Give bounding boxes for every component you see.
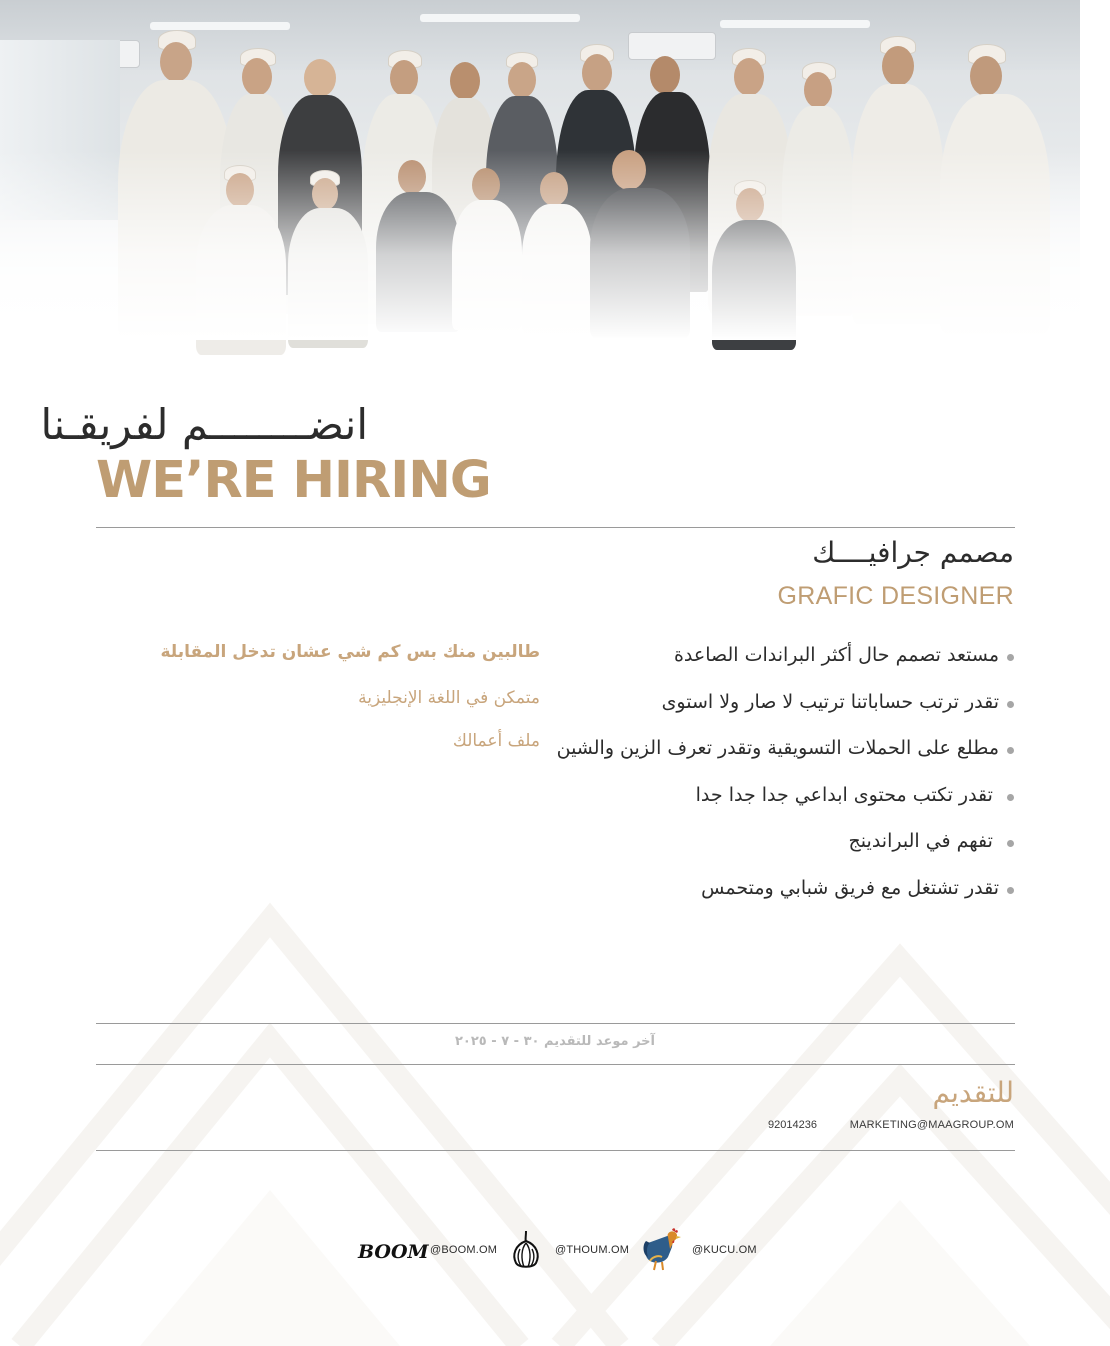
bullet-icon <box>1007 701 1014 708</box>
brand-handles <box>0 1227 1080 1275</box>
list-item: تفهم في البراندينج <box>534 827 1014 874</box>
requirement-item: متمكن في اللغة الإنجليزية <box>358 688 540 708</box>
garlic-logo-icon <box>509 1229 543 1271</box>
ceiling-light <box>420 14 580 22</box>
list-item: تقدر ترتب حساباتنا ترتيب لا صار ولا استوى <box>534 688 1014 735</box>
contact-phone[interactable]: 92014236 <box>768 1119 817 1131</box>
team-photo <box>0 0 1080 340</box>
air-conditioner <box>628 32 716 60</box>
boom-handle[interactable]: @BOOM.OM <box>430 1244 498 1256</box>
join-team-heading: انضــــــــم لفريقـنا <box>40 400 368 449</box>
divider <box>96 527 1015 528</box>
list-item: مطلع على الحملات التسويقية وتقدر تعرف الزين والشين <box>534 734 1014 781</box>
apply-heading: للتقديم <box>932 1076 1014 1109</box>
requirements <box>160 641 540 773</box>
divider <box>96 1150 1015 1151</box>
hiring-heading: WE’RE HIRING <box>96 451 491 510</box>
divider <box>96 1064 1015 1065</box>
qualities-list <box>534 641 1014 921</box>
photo-fade <box>0 150 1080 340</box>
bullet-icon <box>1007 794 1014 801</box>
bullet-icon <box>1007 654 1014 661</box>
list-item: تقدر تكتب محتوى ابداعي جدا جدا جدا <box>534 781 1014 828</box>
requirements-title: طالبين منك بس كم شي عشان تدخل المقابلة <box>160 642 540 662</box>
kucu-handle[interactable]: @KUCU.OM <box>692 1244 757 1256</box>
ceiling-light <box>150 22 290 30</box>
divider <box>96 1023 1015 1024</box>
boom-logo-icon <box>356 1237 429 1265</box>
bullet-icon <box>1007 840 1014 847</box>
thoum-handle[interactable]: @THOUM.OM <box>555 1244 630 1256</box>
role-title-en: GRAFIC DESIGNER <box>777 582 1014 610</box>
list-item: تقدر تشتغل مع فريق شبابي ومتحمس <box>534 874 1014 921</box>
bullet-icon <box>1007 747 1014 754</box>
deadline-text: آخر موعد للتقديم ٣٠ - ٧ - ٢٠٢٥ <box>455 1034 655 1049</box>
rooster-logo-icon <box>642 1227 684 1273</box>
contact-email[interactable]: MARKETING@MAAGROUP.OM <box>849 1119 1014 1131</box>
ceiling-light <box>720 20 870 28</box>
bullet-icon <box>1007 887 1014 894</box>
role-title-ar: مصمم جرافيــــك <box>812 536 1014 569</box>
svg-text:BOOM: BOOM <box>358 1241 429 1263</box>
list-item: مستعد تصمم حال أكثر البراندات الصاعدة <box>534 641 1014 688</box>
requirement-item: ملف أعمالك <box>452 731 540 751</box>
